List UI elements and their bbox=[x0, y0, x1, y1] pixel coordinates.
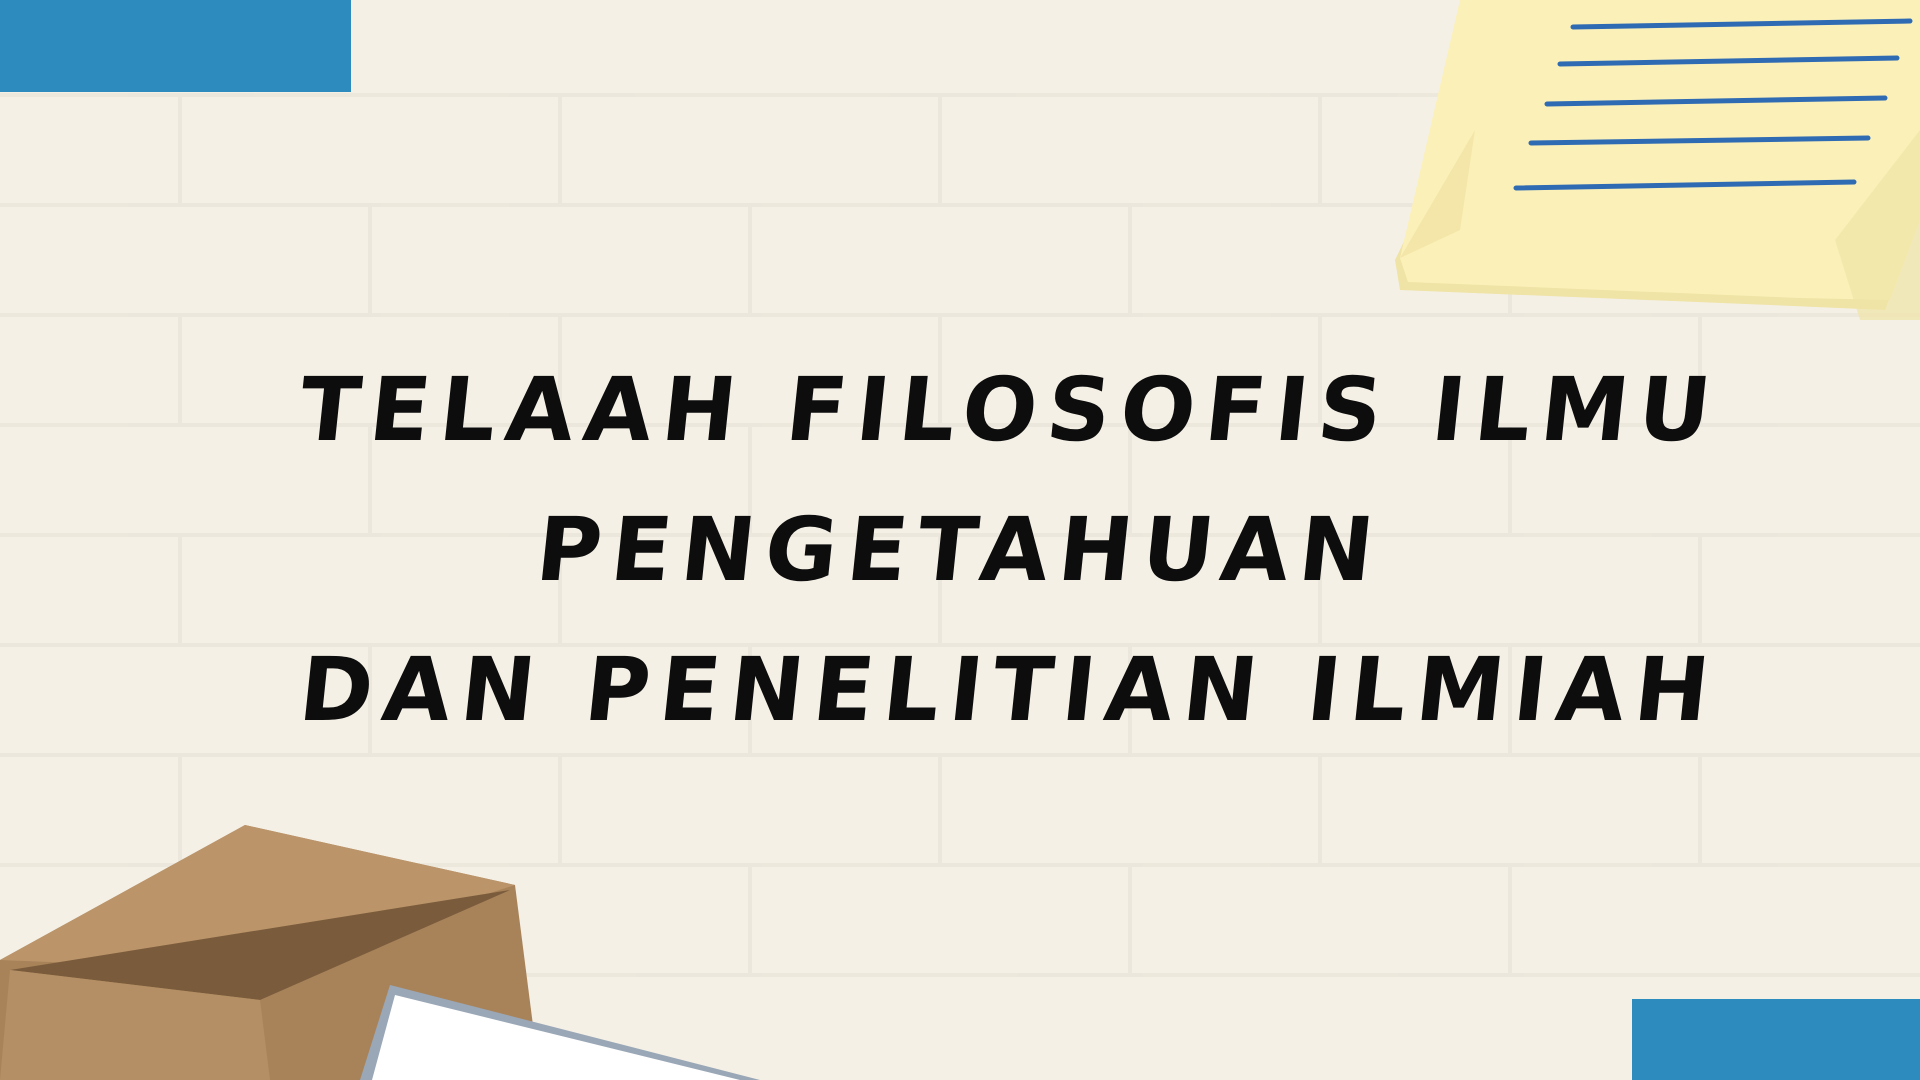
title-line-1: TELAAH FILOSOFIS ILMU bbox=[294, 358, 1726, 461]
envelope-icon bbox=[0, 810, 760, 1080]
blue-accent-rectangle-top-left bbox=[0, 0, 351, 92]
blue-accent-rectangle-bottom-right bbox=[1632, 999, 1920, 1080]
note-paper-icon bbox=[1380, 0, 1920, 320]
title-line-2: PENGETAHUAN bbox=[531, 498, 1389, 601]
title-line-3: DAN PENELITIAN ILMIAH bbox=[294, 638, 1725, 741]
slide-title bbox=[294, 340, 1726, 760]
